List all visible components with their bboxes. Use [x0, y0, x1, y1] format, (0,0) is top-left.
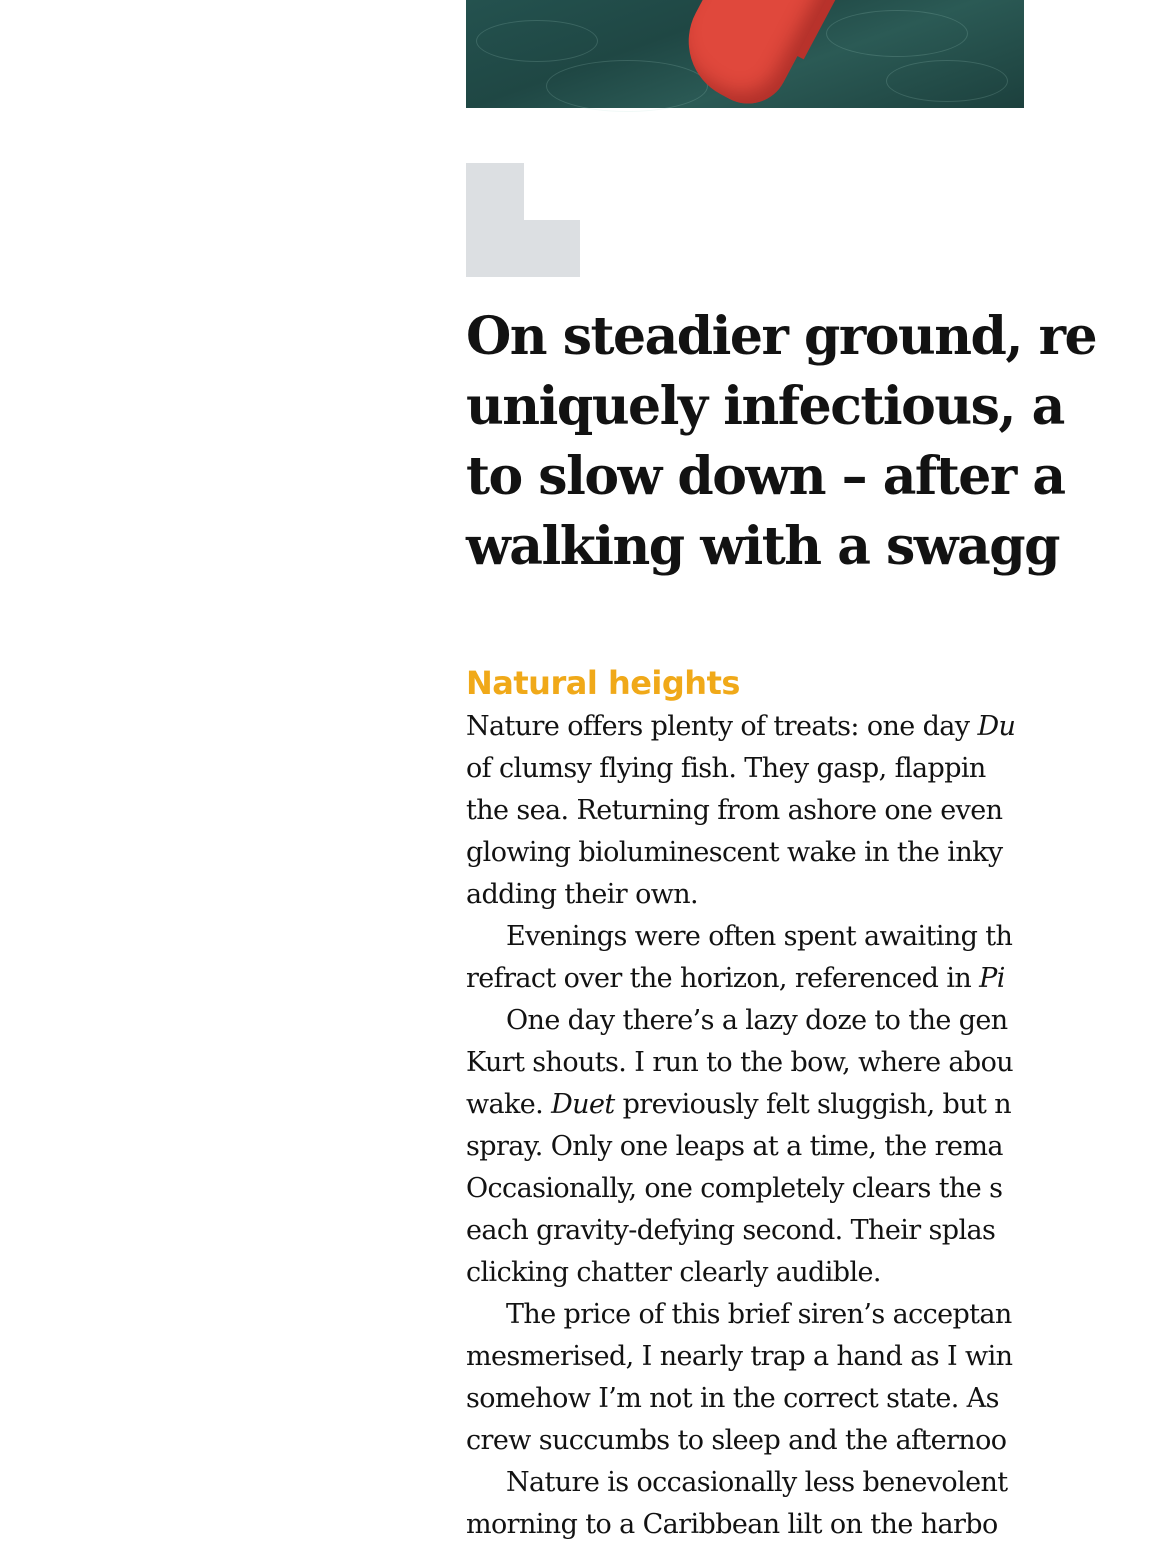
body-line: the sea. Returning from ashore one even: [466, 795, 1003, 826]
body-line: Occasionally, one completely clears the s: [466, 1173, 1003, 1204]
body-line: One day there’s a lazy doze to the gen: [506, 1005, 1008, 1036]
body-line: morning to a Caribbean lilt on the harbo: [466, 1509, 998, 1540]
quote-mark-graphic: [466, 163, 580, 277]
body-line: each gravity-defying second. Their splas: [466, 1215, 996, 1246]
pull-quote-line: to slow down – after a: [466, 446, 1065, 507]
pull-quote-line: walking with a swagg: [466, 516, 1059, 577]
article-photo: [466, 0, 1024, 108]
body-line: adding their own.: [466, 879, 699, 910]
body-line: refract over the horizon, referenced in Pi: [466, 963, 1005, 994]
body-line: glowing bioluminescent wake in the inky: [466, 837, 1003, 868]
body-line: Nature is occasionally less benevolent: [506, 1467, 1008, 1498]
section-heading: Natural heights: [466, 664, 740, 702]
body-line: of clumsy flying fish. They gasp, flappin: [466, 753, 986, 784]
pull-quote-line: uniquely infectious, a: [466, 376, 1064, 437]
body-line: clicking chatter clearly audible.: [466, 1257, 881, 1288]
body-line: somehow I’m not in the correct state. As: [466, 1383, 999, 1414]
body-line: Evenings were often spent awaiting th: [506, 921, 1013, 952]
pull-quote-line: On steadier ground, re: [466, 306, 1097, 367]
body-line: wake. Duet previously felt sluggish, but n: [466, 1089, 1012, 1120]
body-line: Kurt shouts. I run to the bow, where abou: [466, 1047, 1014, 1078]
body-line: mesmerised, I nearly trap a hand as I win: [466, 1341, 1013, 1372]
pull-quote: [466, 302, 1166, 582]
quote-mark-horizontal: [466, 220, 580, 277]
water-ripple: [886, 60, 1008, 102]
body-line: spray. Only one leaps at a time, the rema: [466, 1131, 1003, 1162]
body-line: The price of this brief siren’s acceptan: [506, 1299, 1012, 1330]
body-line: Nature offers plenty of treats: one day Du: [466, 711, 1016, 742]
article-body: [466, 706, 1166, 1546]
water-ripple: [546, 60, 708, 112]
water-ripple: [826, 10, 968, 57]
water-ripple: [476, 20, 598, 62]
body-line: crew succumbs to sleep and the afternoo: [466, 1425, 1007, 1456]
